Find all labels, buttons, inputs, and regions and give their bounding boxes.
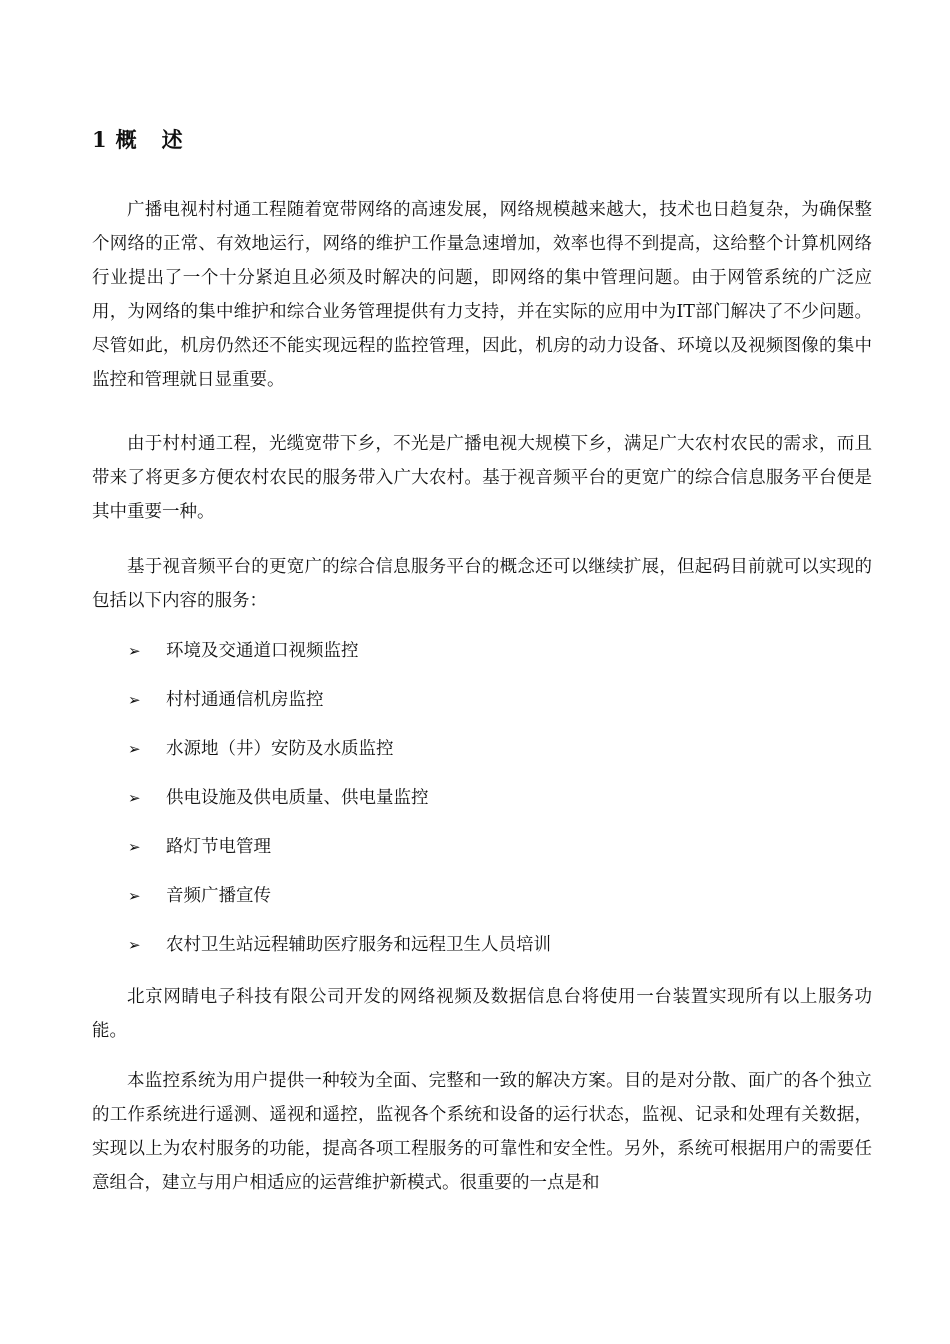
list-item-text: 农村卫生站远程辅助医疗服务和远程卫生人员培训 [166, 935, 551, 955]
list-item [128, 732, 551, 781]
services-list [128, 634, 551, 977]
list-item [128, 879, 551, 928]
arrow-bullet-icon: ➢ [128, 740, 141, 758]
paragraph-rural-broadband: 由于村村通工程，光缆宽带下乡，不光是广播电视大规模下乡，满足广大农村农民的需求，而且带来了将更多方便农村农民的服务带入广大农村。基于视音频平台的更宽广的综合信息服务平台便是其中重要一种。 [92, 434, 872, 522]
list-item-text: 环境及交通道口视频监控 [166, 641, 359, 661]
list-item [128, 928, 551, 977]
section-heading [92, 124, 184, 154]
paragraph-services-intro: 基于视音频平台的更宽广的综合信息服务平台的概念还可以继续扩展，但起码目前就可以实现的包括以下内容的服务： [92, 557, 872, 611]
list-item-text: 路灯节电管理 [166, 837, 271, 857]
list-item [128, 781, 551, 830]
list-item-text: 村村通通信机房监控 [166, 690, 324, 710]
paragraph-intro: 广播电视村村通工程随着宽带网络的高速发展，网络规模越来越大，技术也日趋复杂，为确保整个网络的正常、有效地运行，网络的维护工作量急速增加，效率也得不到提高，这给整个计算机网络行业提出了一个十分紧迫且必须及时解决的问题，即网络的集中管理问题。由于网管系统的广泛应用，为网络的集中维护和综合业务管理提供有力支持，并在实际的应用中为IT部门解决了不少问题。尽管如此，机房仍然还不能实现远程的监控管理，因此，机房的动力设备、环境以及视频图像的集中监控和管理就日显重要。 [92, 200, 872, 390]
paragraph-company: 北京网睛电子科技有限公司开发的网络视频及数据信息台将使用一台装置实现所有以上服务功能。 [92, 987, 872, 1041]
arrow-bullet-icon: ➢ [128, 789, 141, 807]
arrow-bullet-icon: ➢ [128, 642, 141, 660]
arrow-bullet-icon: ➢ [128, 838, 141, 856]
paragraph-monitoring-system: 本监控系统为用户提供一种较为全面、完整和一致的解决方案。目的是对分散、面广的各个独立的工作系统进行遥测、遥视和遥控，监视各个系统和设备的运行状态，监视、记录和处理有关数据，实现以上为农村服务的功能，提高各项工程服务的可靠性和安全性。另外，系统可根据用户的需要任意组合，建立与用户相适应的运营维护新模式。很重要的一点是和 [92, 1071, 872, 1193]
list-item [128, 683, 551, 732]
arrow-bullet-icon: ➢ [128, 887, 141, 905]
list-item [128, 634, 551, 683]
list-item [128, 830, 551, 879]
arrow-bullet-icon: ➢ [128, 936, 141, 954]
section-title-part2: 述 [161, 127, 184, 152]
arrow-bullet-icon: ➢ [128, 691, 141, 709]
list-item-text: 供电设施及供电质量、供电量监控 [166, 788, 429, 808]
list-item-text: 音频广播宣传 [166, 886, 271, 906]
list-item-text: 水源地（井）安防及水质监控 [166, 739, 394, 759]
section-title-part1: 概 [115, 127, 138, 152]
section-number: 1 [92, 127, 108, 152]
